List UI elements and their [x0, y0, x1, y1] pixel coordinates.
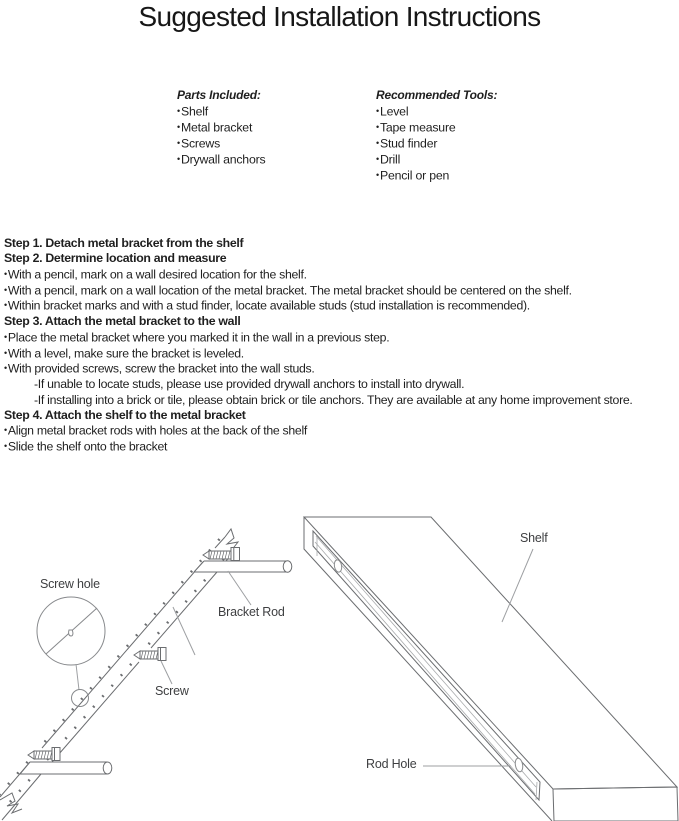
step-line: • With a pencil, mark on a wall desired location for the shelf. [4, 267, 678, 283]
bracket-rod-top [194, 561, 292, 572]
diagram-drawing [0, 480, 679, 821]
installation-diagram [0, 480, 679, 821]
screw-hole-magnifier [37, 597, 105, 707]
rod-hole-label: Rod Hole [366, 757, 417, 771]
step-line: Step 4. Attach the shelf to the metal bracket [4, 407, 246, 422]
rod-hole-bottom [514, 758, 523, 773]
tools-item: • Tape measure [376, 120, 497, 136]
step-line: Step 2. Determine location and measure [4, 251, 227, 266]
tools-item: • Stud finder [376, 136, 497, 152]
step-line: • Place the metal bracket where you marked it in the wall in a previous step. [4, 330, 678, 346]
screw-middle [134, 648, 166, 661]
parts-item: • Screws [177, 136, 265, 152]
step-line: • With provided screws, screw the bracket into the wall studs. [4, 361, 678, 377]
screw-top [203, 548, 240, 561]
parts-included-items [177, 104, 265, 168]
parts-included-heading: Parts Included: [177, 88, 261, 102]
step-line: Step 1. Detach metal bracket from the shelf [4, 236, 244, 250]
installation-steps [4, 236, 678, 455]
tools-item: • Level [376, 104, 497, 120]
tools-item: • Drill [376, 152, 497, 168]
step-line: • Slide the shelf onto the bracket [4, 439, 678, 455]
parts-item: • Shelf [177, 104, 265, 120]
step-line: • With a level, make sure the bracket is leveled. [4, 346, 678, 362]
step-line: • Within bracket marks and with a stud finder, locate available studs (stud installation is recommended). [4, 298, 678, 314]
tools-item: • Pencil or pen [376, 168, 497, 184]
step-line: - If installing into a brick or tile, please obtain brick or tile anchors. They are available at any home improvement store. [4, 393, 678, 408]
recommended-tools-heading: Recommended Tools: [376, 88, 498, 102]
parts-included-section [177, 88, 265, 168]
screw-label: Screw [155, 684, 189, 698]
recommended-tools-section [376, 88, 497, 184]
bracket-rod-label: Bracket Rod [218, 605, 285, 619]
step-line: Step 3. Attach the metal bracket to the wall [4, 314, 241, 329]
shelf-label: Shelf [520, 531, 548, 545]
step-line: • Align metal bracket rods with holes at the back of the shelf [4, 423, 678, 439]
metal-bracket-rail [0, 529, 238, 820]
shelf-board [304, 517, 678, 821]
leader-lines [161, 549, 533, 766]
recommended-tools-items [376, 104, 497, 184]
parts-item: • Metal bracket [177, 120, 265, 136]
page-title: Suggested Installation Instructions [138, 1, 541, 32]
screw-bottom [28, 748, 60, 761]
screw-hole-label: Screw hole [40, 577, 100, 591]
step-line: • With a pencil, mark on a wall location of the metal bracket. The metal bracket should be centered on the shelf. [4, 283, 678, 299]
bracket-rod-bottom [20, 762, 112, 774]
parts-item: • Drywall anchors [177, 152, 265, 168]
step-line: - If unable to locate studs, please use provided drywall anchors to install into drywall. [4, 377, 678, 392]
